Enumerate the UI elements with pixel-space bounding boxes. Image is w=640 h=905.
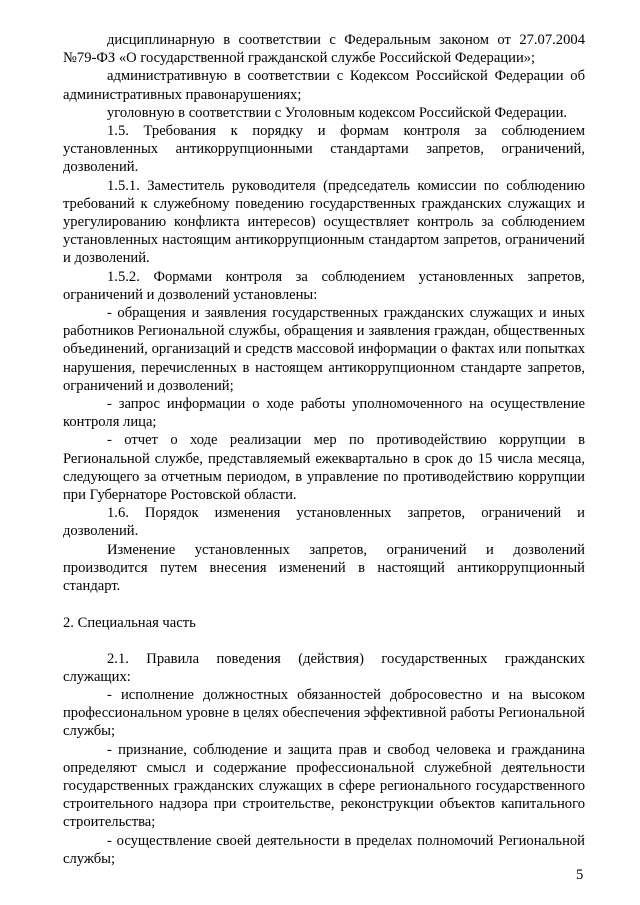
list-item-authority-limits: - осуществление своей деятельности в пределах полномочий Региональной службы; <box>63 832 585 867</box>
paragraph-2-1: 2.1. Правила поведения (действия) государственных гражданских служащих: <box>63 650 585 685</box>
list-item-appeals: - обращения и заявления государственных гражданских служащих и иных работников Региональной службы, обращения и заявления граждан, общественных объединений, организаций и средств массовой информации о фактах или попытках нарушения, перечисленных в настоящем антикоррупционном стандарте запретов, ограничений и дозволений; <box>63 305 585 394</box>
paragraph-disciplinary-liability: дисциплинарную в соответствии с Федеральным законом от 27.07.2004 №79-ФЗ «О государственной гражданской службе Российской Федерации»; <box>63 32 585 67</box>
list-item-human-rights: - признание, соблюдение и защита прав и свобод человека и гражданина определяют смысл и содержание профессиональной служебной деятельности государственных гражданских служащих в сфере регионального государственного строительного надзора при строительстве, реконструкции объектов капитального строительства; <box>63 741 585 831</box>
section-heading: 2. Специальная часть <box>63 615 196 632</box>
paragraph-administrative-liability: административную в соответствии с Кодексом Российской Федерации об административных правонарушениях; <box>63 68 585 103</box>
paragraph-1-5-2: 1.5.2. Формами контроля за соблюдением установленных запретов, ограничений и дозволений установлены: <box>63 268 585 303</box>
paragraph-1-5-1: 1.5.1. Заместитель руководителя (председатель комиссии по соблюдению требований к служебному поведению государственных гражданских служащих и урегулированию конфликта интересов) осуществляет контроль за соблюдением установленных настоящим антикоррупционным стандартом запретов, ограничений и дозволений. <box>63 177 585 267</box>
page-number: 5 <box>576 867 584 883</box>
list-item-progress-report: - отчет о ходе реализации мер по противодействию коррупции в Региональной службе, представляемый ежеквартально в срок до 15 числа месяца, следующего за отчетным периодом, в управление по противодействию коррупции при Губернаторе Ростовской области. <box>63 432 585 504</box>
paragraph-1-5: 1.5. Требования к порядку и формам контроля за соблюдением установленных антикоррупционными стандартами запретов, ограничений, дозволений. <box>63 123 585 176</box>
document-body <box>63 31 585 868</box>
list-item-information-request: - запрос информации о ходе работы уполномоченного на осуществление контроля лица; <box>63 396 585 431</box>
paragraph-criminal-liability: уголовную в соответствии с Уголовным кодексом Российской Федерации. <box>107 104 568 121</box>
paragraph-1-6: 1.6. Порядок изменения установленных запретов, ограничений и дозволений. <box>63 505 585 540</box>
list-item-duties: - исполнение должностных обязанностей добросовестно и на высоком профессиональном уровне в целях обеспечения эффективной работы Региональной службы; <box>63 686 585 740</box>
paragraph-changes: Изменение установленных запретов, ограничений и дозволений производится путем внесения изменений в настоящий антикоррупционный стандарт. <box>63 541 585 595</box>
